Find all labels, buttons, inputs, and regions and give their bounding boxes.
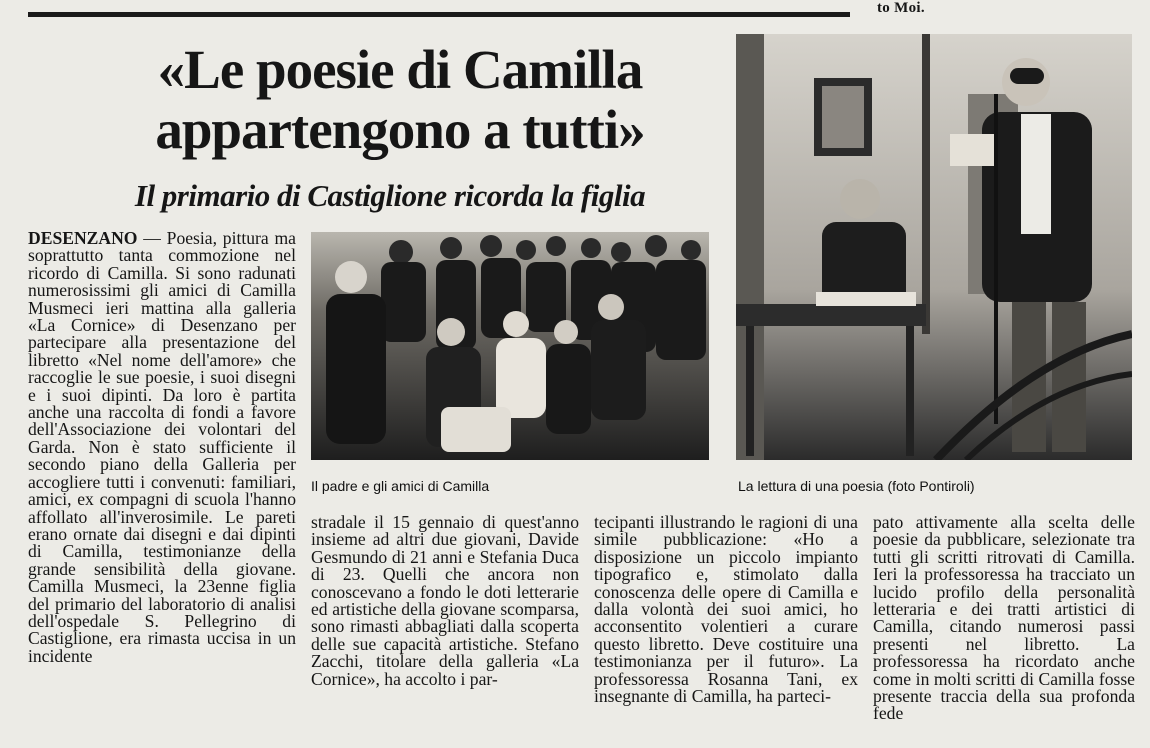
top-rule — [28, 12, 850, 17]
photo-reading-image — [736, 34, 1132, 460]
photo-audience — [311, 232, 709, 460]
article-column-1 — [28, 230, 296, 730]
photo-reading — [736, 34, 1132, 460]
subheadline: Il primario di Castiglione ricorda la figlia — [134, 178, 646, 213]
caption-audience: Il padre e gli amici di Camilla — [311, 478, 490, 494]
headline: «Le poesie di Camilla appartengono a tutti» — [155, 39, 645, 160]
dateline: DESENZANO — [28, 230, 138, 248]
article-column-3: tecipanti illustrando le ragioni di una simile pubblicazione: «Ho a disposizione un piccolo impianto tipografico e, stimolato dalla conoscenza delle opere di Camilla e dalla volontà dei suoi amici, ho acconsentito volentieri a curare questo libretto. Deve costituire una testimonianza per il futuro». La professoressa Rosanna Tani, ex insegnante di Camilla, ha parteci- — [594, 514, 858, 707]
photo-audience-image — [311, 232, 709, 460]
column1-body: — Poesia, pittura ma soprattutto tanta commozione nel ricordo di Camilla. Si sono radunati numerosissimi gli amici di Camilla Musmeci ieri mattina alla galleria «La Cornice» di Desenzano per partecipare alla presentazione del libretto «Nel nome dell'amore» che raccoglie le sue poesie, i suoi disegni e i suoi dipinti. Da loro è partita anche una raccolta di fondi a favore dell'Associazione dei volontari del Garda. Non è stato sufficiente il secondo piano della Galleria per accogliere tutti i convenuti: familiari, amici, ex compagni di scuola l'hanno affollato all'inverosimile. Le pareti erano ornate dai disegni e dai dipinti di Camilla, testimonianze della grande sensibilità della giovane. Camilla Musmeci, la 23enne figlia del primario del laboratorio di analisi dell'ospedale S. Pellegrino di Castiglione, era rimasta uccisa in un incidente — [28, 230, 296, 666]
caption-reading: La lettura di una poesia (foto Pontiroli) — [738, 478, 975, 494]
article-column-4: pato attivamente alla scelta delle poesie da pubblicare, selezionate tra tutti gli scritti ritrovati di Camilla. Ieri la professoressa ha tracciato un lucido profilo della personalità letteraria e dei tratti artistici di Camilla, citando numerosi passi presenti nel libretto. La professoressa ha ricordato anche come in molti scritti di Camilla fosse presente traccia della sua profonda fede — [873, 514, 1135, 724]
article-column-2: stradale il 15 gennaio di quest'anno insieme ad altri due giovani, Davide Gesmundo di 21 anni e Stefania Duca di 23. Quelli che ancora non conoscevano a fondo le doti letterarie ed artistiche della giovane scomparsa, sono rimasti abbagliati dalla scoperta delle sue capacità artistiche. Stefano Zacchi, titolare della galleria «La Cornice», ha accolto i par- — [311, 514, 579, 689]
previous-article-fragment: to Moi. — [877, 0, 925, 16]
